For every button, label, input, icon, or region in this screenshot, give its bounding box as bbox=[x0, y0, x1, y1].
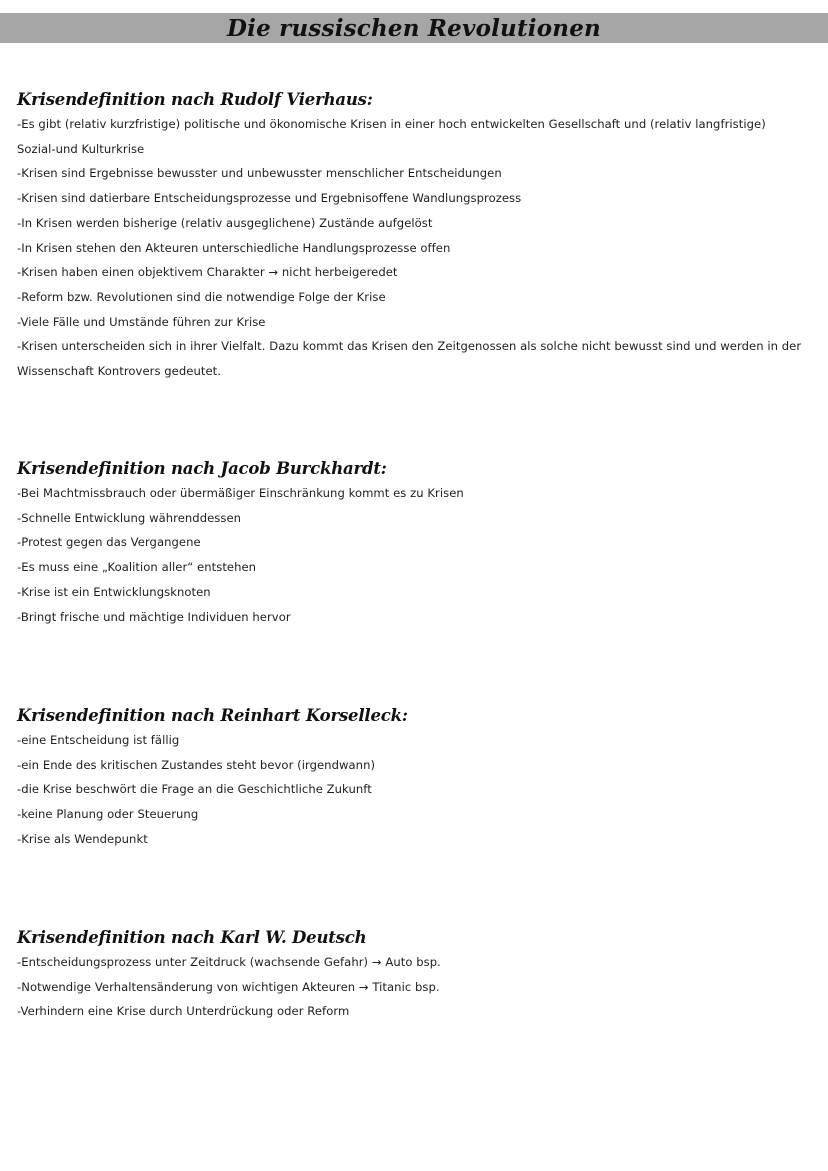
list-item: -Krise als Wendepunkt bbox=[17, 831, 148, 846]
list-item: -Krise ist ein Entwicklungsknoten bbox=[17, 584, 211, 599]
list-item: -keine Planung oder Steuerung bbox=[17, 807, 199, 822]
list-item: -Protest gegen das Vergangene bbox=[17, 535, 201, 550]
list-item: -In Krisen werden bisherige (relativ ausgeglichene) Zustände aufgelöst bbox=[17, 215, 433, 230]
list-item: -Krisen unterscheiden sich in ihrer Vielfalt. Dazu kommt das Krisen den Zeitgenossen als solche nicht bewusst sind und werden in der Wissenschaft Kontrovers gedeutet. bbox=[17, 339, 802, 379]
section-burckhardt bbox=[17, 457, 807, 629]
list-item: -Krisen sind Ergebnisse bewusster und unbewusster menschlicher Entscheidungen bbox=[17, 166, 502, 181]
list-item: -Bei Machtmissbrauch oder übermäßiger Einschränkung kommt es zu Krisen bbox=[17, 486, 464, 500]
definition-list bbox=[17, 728, 807, 852]
definition-list bbox=[17, 481, 807, 629]
list-item: -In Krisen stehen den Akteuren unterschiedliche Handlungsprozesse offen bbox=[17, 240, 451, 255]
list-item: -eine Entscheidung ist fällig bbox=[17, 733, 180, 747]
list-item: -Entscheidungsprozess unter Zeitdruck (wachsende Gefahr) → Auto bsp. bbox=[17, 955, 441, 969]
section-korselleck bbox=[17, 704, 807, 852]
section-deutsch bbox=[17, 926, 807, 1024]
definition-list bbox=[17, 112, 807, 384]
page-title: Die russischen Revolutionen bbox=[227, 15, 601, 42]
list-item: -Viele Fälle und Umstände führen zur Krise bbox=[17, 314, 266, 329]
list-item: -Reform bzw. Revolutionen sind die notwendige Folge der Krise bbox=[17, 289, 386, 304]
list-item: -Bringt frische und mächtige Individuen hervor bbox=[17, 609, 291, 624]
list-item: -Verhindern eine Krise durch Unterdrückung oder Reform bbox=[17, 1004, 350, 1019]
list-item: -ein Ende des kritischen Zustandes steht bevor (irgendwann) bbox=[17, 757, 376, 772]
section-heading: Krisendefinition nach Jacob Burckhardt: bbox=[17, 459, 387, 478]
list-item: -Es gibt (relativ kurzfristige) politische und ökonomische Krisen in einer hoch entwickelten Gesellschaft und (relativ langfristige) Sozial-und Kulturkrise bbox=[17, 117, 766, 156]
section-heading: Krisendefinition nach Rudolf Vierhaus: bbox=[17, 90, 373, 109]
list-item: -Krisen haben einen objektivem Charakter → nicht herbeigeredet bbox=[17, 265, 398, 280]
section-heading: Krisendefinition nach Karl W. Deutsch bbox=[17, 928, 367, 947]
list-item: -Notwendige Verhaltensänderung von wichtigen Akteuren → Titanic bsp. bbox=[17, 979, 440, 994]
section-heading: Krisendefinition nach Reinhart Korselleck: bbox=[17, 706, 408, 725]
list-item: -die Krise beschwört die Frage an die Geschichtliche Zukunft bbox=[17, 782, 372, 797]
list-item: -Es muss eine „Koalition aller“ entstehen bbox=[17, 560, 257, 575]
title-bar bbox=[0, 13, 828, 43]
definition-list bbox=[17, 950, 807, 1024]
section-vierhaus bbox=[17, 88, 807, 384]
list-item: -Schnelle Entwicklung währenddessen bbox=[17, 510, 242, 525]
list-item: -Krisen sind datierbare Entscheidungsprozesse und Ergebnisoffene Wandlungsprozess bbox=[17, 191, 522, 206]
